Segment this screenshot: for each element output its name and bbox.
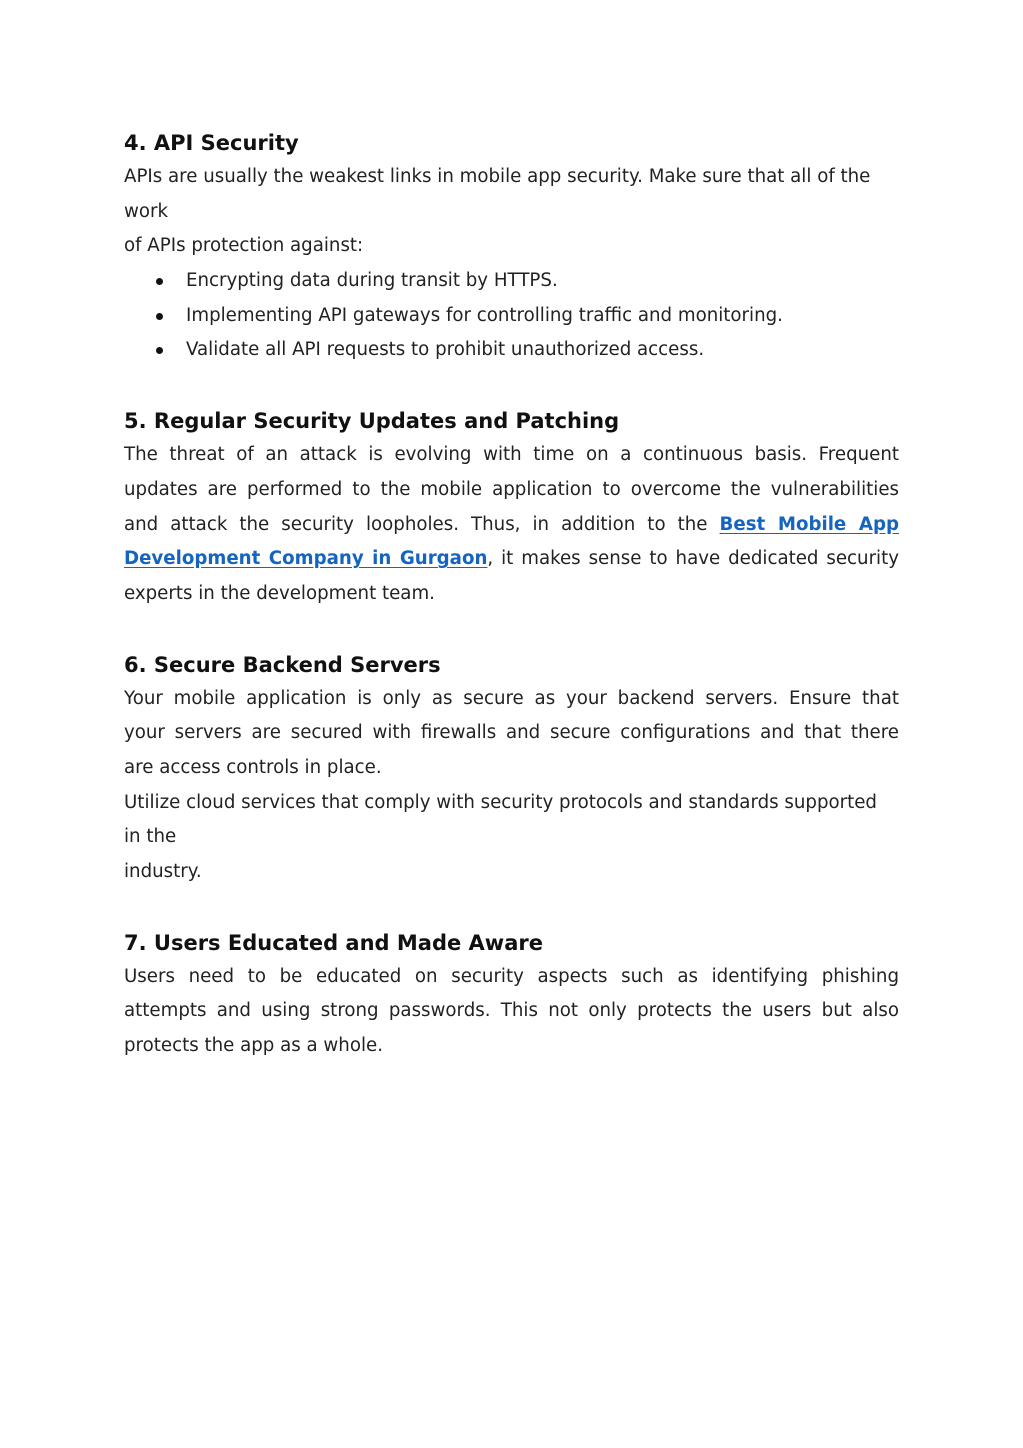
paragraph-line: The threat of an attack is evolving with time on a continuous basis. Frequent — [124, 444, 899, 466]
section-heading: 7. Users Educated and Made Aware — [124, 930, 543, 955]
bullet-icon — [156, 313, 163, 320]
paragraph-line — [124, 542, 899, 577]
bullet-icon — [156, 347, 163, 354]
section-heading: 5. Regular Security Updates and Patching — [124, 409, 620, 434]
document-page — [124, 126, 899, 1064]
paragraph-text: and attack the security loopholes. Thus, in addition to the — [124, 513, 708, 535]
paragraph-line: experts in the development team. — [124, 582, 435, 604]
section-heading: 4. API Security — [124, 131, 299, 155]
list-item-text: Implementing API gateways for controlling traffic and monitoring. — [186, 304, 783, 326]
list-item-text: Validate all API requests to prohibit unauthorized access. — [186, 339, 705, 361]
paragraph-line: Users need to be educated on security aspects such as identifying phishing — [124, 965, 899, 987]
paragraph-line: attempts and using strong passwords. This not only protects the users but also — [124, 1000, 899, 1022]
list-item — [124, 299, 899, 334]
section-spacer — [124, 612, 899, 648]
section-spacer — [124, 890, 899, 926]
list-item — [124, 264, 899, 299]
bullet-icon — [156, 278, 163, 285]
section-spacer — [124, 368, 899, 404]
paragraph-line — [124, 508, 899, 543]
paragraph-line: protects the app as a whole. — [124, 1035, 383, 1057]
list-item-text: Encrypting data during transit by HTTPS. — [186, 270, 558, 292]
section-user-education — [124, 926, 899, 1064]
company-link-continued[interactable]: Development Company in Gurgaon — [124, 548, 488, 570]
bullet-list — [124, 264, 899, 368]
paragraph-line: Your mobile application is only as secure as your backend servers. Ensure that — [124, 687, 899, 709]
paragraph-line: APIs are usually the weakest links in mobile app security. Make sure that all of the — [124, 166, 871, 187]
section-heading: 6. Secure Backend Servers — [124, 652, 441, 677]
section-secure-backend — [124, 648, 899, 890]
paragraph-line: of APIs protection against: — [124, 235, 364, 257]
section-regular-updates — [124, 404, 899, 611]
list-item — [124, 333, 899, 368]
paragraph-line: industry. — [124, 861, 202, 882]
section-api-security — [124, 126, 899, 368]
paragraph-text: , it makes sense to have dedicated security — [487, 548, 900, 570]
paragraph-line: in the — [124, 826, 177, 848]
company-link[interactable]: Best Mobile App — [719, 513, 899, 535]
paragraph-line: your servers are secured with firewalls and secure configurations and that there — [124, 722, 899, 744]
paragraph-line: are access controls in place. — [124, 756, 382, 778]
paragraph-line: Utilize cloud services that comply with security protocols and standards supported — [124, 791, 877, 813]
paragraph-line: work — [124, 200, 169, 222]
paragraph-line: updates are performed to the mobile application to overcome the vulnerabilities — [124, 478, 899, 500]
